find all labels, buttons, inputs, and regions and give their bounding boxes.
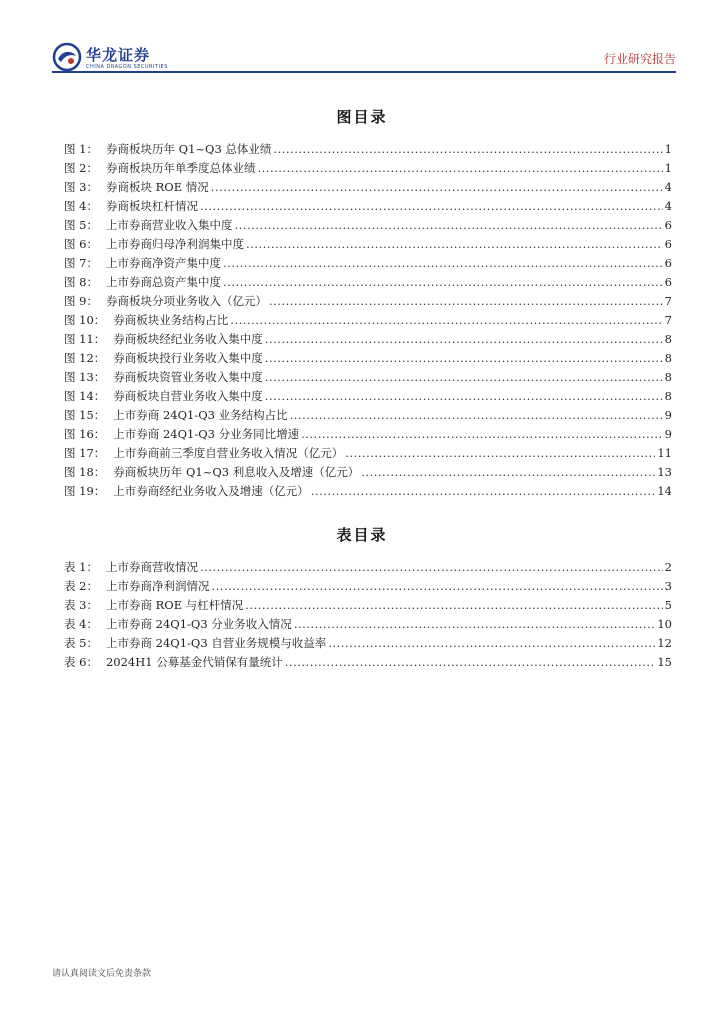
- toc-entry[interactable]: [64, 160, 672, 179]
- entry-title: 券商板块业务结构占比: [113, 313, 229, 327]
- entry-label: 表 4：: [64, 617, 98, 631]
- entry-label: 图 13：: [64, 370, 106, 384]
- entry-title: 券商板块投行业务收入集中度: [113, 351, 263, 365]
- entry-title: 上市券商营收情况: [105, 560, 198, 574]
- entry-page-number: 9: [664, 427, 672, 441]
- entry-label: 图 15：: [64, 408, 106, 422]
- entry-label: 图 7：: [64, 256, 98, 270]
- header-divider: [52, 71, 676, 73]
- entry-title: 上市券商净利润情况: [105, 579, 210, 593]
- entry-label: 图 2：: [64, 161, 98, 175]
- toc-entry[interactable]: [64, 274, 672, 293]
- disclaimer-note: 请认真阅读文后免责条款: [52, 969, 152, 979]
- entry-page-number: 12: [657, 636, 672, 650]
- entry-label: 表 3：: [64, 598, 98, 612]
- entry-label: 图 14：: [64, 389, 106, 403]
- entry-page-number: 6: [664, 218, 672, 232]
- entry-label: 表 6：: [64, 655, 98, 669]
- dot-leader: [223, 275, 663, 289]
- toc-entry[interactable]: [64, 464, 672, 483]
- entry-page-number: 14: [657, 484, 672, 498]
- entry-title: 上市券商 24Q1-Q3 自营业务规模与收益率: [105, 636, 327, 650]
- dot-leader: [265, 389, 663, 403]
- dot-leader: [245, 598, 662, 612]
- entry-page-number: 1: [664, 142, 672, 156]
- entry-title: 上市券商 24Q1-Q3 分业务收入情况: [105, 617, 292, 631]
- entry-label: 图 5：: [64, 218, 98, 232]
- toc-entry[interactable]: [64, 483, 672, 502]
- entry-title: 券商板块分项业务收入（亿元）: [105, 294, 267, 308]
- toc-entry[interactable]: [64, 331, 672, 350]
- toc-entry[interactable]: [64, 635, 672, 654]
- toc-entry[interactable]: [64, 179, 672, 198]
- entry-title: 券商板块杠杆情况: [105, 199, 198, 213]
- dot-leader: [265, 332, 663, 346]
- entry-page-number: 7: [664, 313, 672, 327]
- entry-title: 上市券商归母净利润集中度: [105, 237, 244, 251]
- entry-title: 券商板块历年 Q1~Q3 总体业绩: [105, 142, 272, 156]
- dot-leader: [230, 313, 662, 327]
- dot-leader: [294, 617, 656, 631]
- entry-label: 图 1：: [64, 142, 98, 156]
- dot-leader: [265, 370, 663, 384]
- dot-leader: [273, 142, 662, 156]
- toc-entry[interactable]: [64, 597, 672, 616]
- entry-page-number: 4: [664, 180, 672, 194]
- entry-page-number: 6: [664, 256, 672, 270]
- toc-entry[interactable]: [64, 217, 672, 236]
- dot-leader: [345, 446, 655, 460]
- entry-label: 图 10：: [64, 313, 106, 327]
- dot-leader: [200, 199, 663, 213]
- dot-leader: [246, 237, 663, 251]
- entry-title: 券商板块历年单季度总体业绩: [105, 161, 256, 175]
- entry-page-number: 15: [657, 655, 672, 669]
- entry-title: 上市券商总资产集中度: [105, 275, 221, 289]
- dot-leader: [234, 218, 662, 232]
- entry-label: 图 9：: [64, 294, 98, 308]
- toc-entry[interactable]: [64, 388, 672, 407]
- entry-page-number: 6: [664, 275, 672, 289]
- entry-title: 上市券商营业收入集中度: [105, 218, 233, 232]
- entry-page-number: 5: [664, 598, 672, 612]
- entry-title: 券商板块自营业务收入集中度: [113, 389, 263, 403]
- entry-page-number: 1: [664, 161, 672, 175]
- entry-title: 2024H1 公募基金代销保有量统计: [105, 655, 283, 669]
- entry-title: 上市券商净资产集中度: [105, 256, 221, 270]
- entry-label: 表 1：: [64, 560, 98, 574]
- entry-label: 图 11：: [64, 332, 106, 346]
- entry-label: 图 8：: [64, 275, 98, 289]
- figure-list-title: 图目录: [336, 108, 388, 126]
- entry-title: 券商板块 ROE 情况: [105, 180, 209, 194]
- entry-label: 图 3：: [64, 180, 98, 194]
- dot-leader: [223, 256, 663, 270]
- toc-entry[interactable]: [64, 350, 672, 369]
- dot-leader: [200, 560, 663, 574]
- entry-label: 图 18：: [64, 465, 106, 479]
- toc-entry[interactable]: [64, 255, 672, 274]
- dot-leader: [361, 465, 655, 479]
- entry-label: 图 12：: [64, 351, 106, 365]
- toc-entry[interactable]: [64, 293, 672, 312]
- dragon-logo-icon: [52, 42, 82, 72]
- entry-title: 上市券商 ROE 与杠杆情况: [105, 598, 244, 612]
- dot-leader: [211, 180, 663, 194]
- entry-title: 上市券商前三季度自营业务收入情况（亿元）: [113, 446, 344, 460]
- entry-label: 图 17：: [64, 446, 106, 460]
- entry-title: 券商板块资管业务收入集中度: [113, 370, 263, 384]
- entry-page-number: 11: [657, 446, 672, 460]
- toc-entry[interactable]: [64, 198, 672, 217]
- entry-page-number: 3: [664, 579, 672, 593]
- entry-label: 图 19：: [64, 484, 106, 498]
- toc-entry[interactable]: [64, 559, 672, 578]
- figure-list: [64, 141, 672, 502]
- brand-english-name: CHINA DRAGON SECURITIES: [86, 64, 168, 70]
- table-list: [64, 559, 672, 673]
- entry-page-number: 8: [664, 332, 672, 346]
- report-type: 行业研究报告: [603, 52, 676, 66]
- entry-page-number: 9: [664, 408, 672, 422]
- toc-entry[interactable]: [64, 426, 672, 445]
- dot-leader: [257, 161, 662, 175]
- dot-leader: [301, 427, 663, 441]
- brand-name: 华龙证券: [86, 46, 151, 64]
- toc-entry[interactable]: [64, 236, 672, 255]
- toc-entry[interactable]: [64, 616, 672, 635]
- dot-leader: [265, 351, 663, 365]
- entry-page-number: 2: [664, 560, 672, 574]
- entry-page-number: 4: [664, 199, 672, 213]
- page-header: [52, 38, 676, 74]
- toc-entry[interactable]: [64, 141, 672, 160]
- dot-leader: [311, 484, 656, 498]
- entry-page-number: 7: [664, 294, 672, 308]
- entry-title: 上市券商 24Q1-Q3 业务结构占比: [113, 408, 288, 422]
- dot-leader: [211, 579, 662, 593]
- dot-leader: [290, 408, 663, 422]
- entry-label: 表 2：: [64, 579, 98, 593]
- dot-leader: [269, 294, 663, 308]
- entry-page-number: 6: [664, 237, 672, 251]
- entry-page-number: 8: [664, 389, 672, 403]
- toc-entry[interactable]: [64, 407, 672, 426]
- entry-label: 表 5：: [64, 636, 98, 650]
- entry-title: 券商板块经纪业务收入集中度: [113, 332, 263, 346]
- entry-page-number: 10: [657, 617, 672, 631]
- toc-entry[interactable]: [64, 312, 672, 331]
- entry-page-number: 8: [664, 370, 672, 384]
- toc-entry[interactable]: [64, 578, 672, 597]
- entry-label: 图 4：: [64, 199, 98, 213]
- toc-entry[interactable]: [64, 445, 672, 464]
- toc-entry[interactable]: [64, 369, 672, 388]
- dot-leader: [285, 655, 656, 669]
- entry-label: 图 16：: [64, 427, 106, 441]
- entry-page-number: 8: [664, 351, 672, 365]
- entry-title: 上市券商经纪业务收入及增速（亿元）: [113, 484, 309, 498]
- table-list-title: 表目录: [336, 526, 388, 544]
- entry-title: 上市券商 24Q1-Q3 分业务同比增速: [113, 427, 300, 441]
- toc-entry[interactable]: [64, 654, 672, 673]
- entry-label: 图 6：: [64, 237, 98, 251]
- dot-leader: [328, 636, 655, 650]
- entry-page-number: 13: [657, 465, 672, 479]
- entry-title: 券商板块历年 Q1~Q3 利息收入及增速（亿元）: [113, 465, 360, 479]
